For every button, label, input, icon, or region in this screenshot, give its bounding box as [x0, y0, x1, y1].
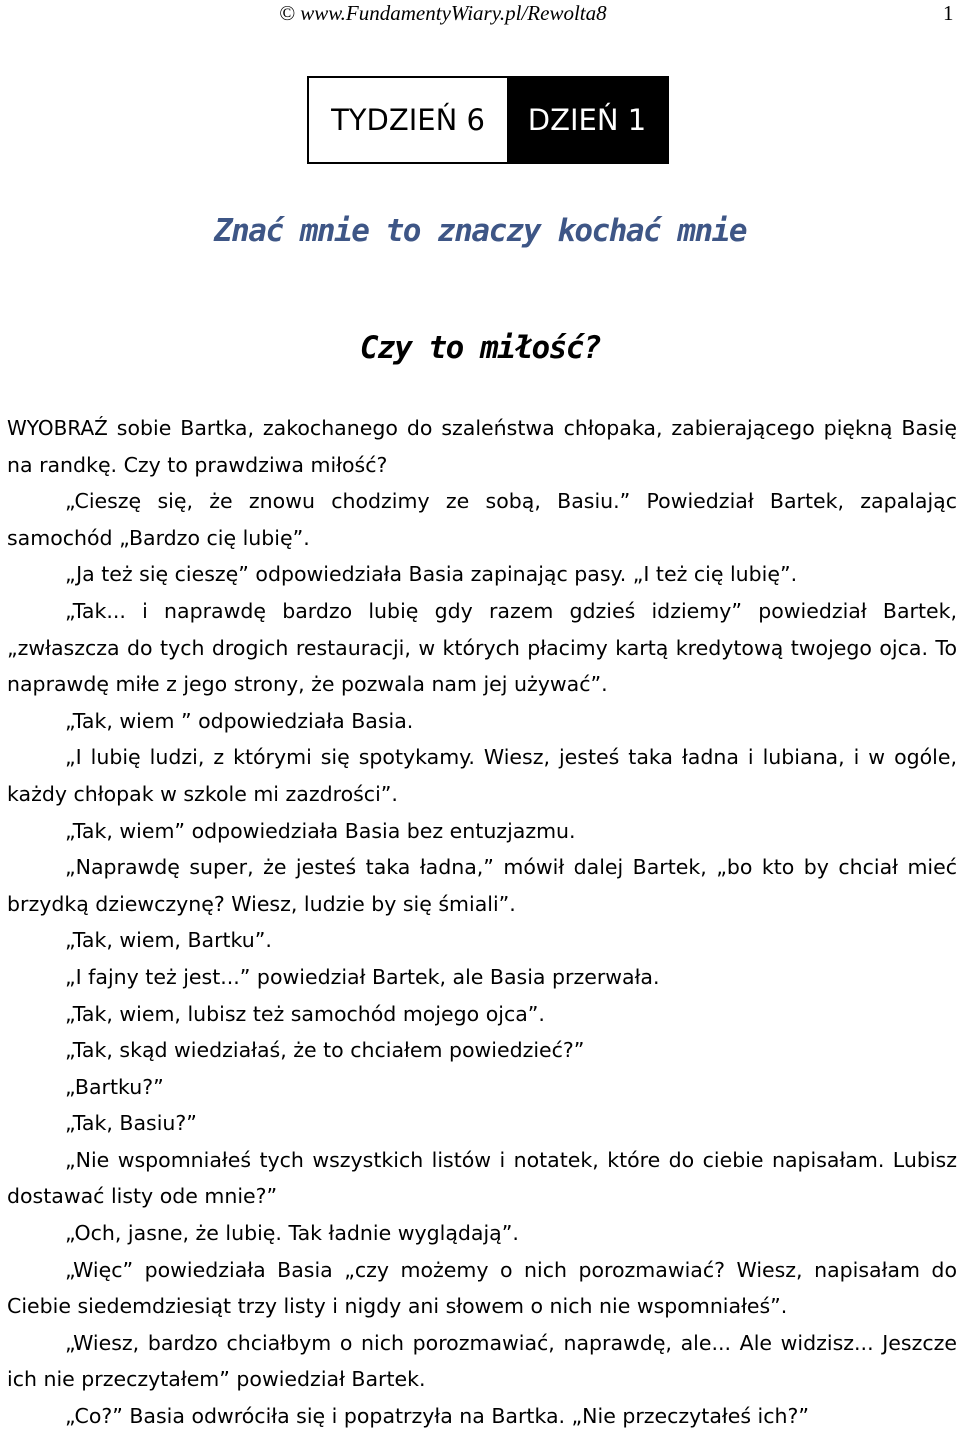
story-paragraph: „I lubię ludzi, z którymi się spotykamy. Wiesz, jesteś taka ładna i lubiana, i w ogóle, każdy chłopak w szkole mi zazdrości”. — [7, 745, 957, 806]
story-paragraph: „Wiesz, bardzo chciałbym o nich porozmawiać, naprawdę, ale... Ale widzisz... Jeszcze ich nie przeczytałem” powiedział Bartek. — [7, 1330, 957, 1392]
story-paragraph: „Tak, wiem” odpowiedziała Basia bez entuzjazmu. — [65, 818, 576, 843]
story-paragraph: „Naprawdę super, że jesteś taka ładna,” mówił dalej Bartek, „bo kto by chciał mieć brzydką dziewczynę? Wiesz, ludzie by się śmiali”. — [7, 855, 957, 916]
story-paragraph: „Ja też się cieszę” odpowiedziała Basia zapinając pasy. „I też cię lubię”. — [65, 562, 798, 587]
story-paragraph: „Tak, wiem ” odpowiedziała Basia. — [65, 708, 414, 733]
story-paragraph: „Tak, Basiu?” — [65, 1111, 197, 1136]
story-paragraph: „Tak, wiem, lubisz też samochód mojego ojca”. — [65, 1001, 545, 1026]
story-paragraph: „Tak, wiem, Bartku”. — [65, 928, 272, 953]
lesson-title: Znać mnie to znaczy kochać mnie — [213, 213, 747, 249]
week-day-box — [307, 76, 669, 164]
story-paragraph: „Och, jasne, że lubię. Tak ładnie wyglądają”. — [65, 1221, 519, 1246]
story-paragraph: „Więc” powiedziała Basia „czy możemy o nich porozmawiać? Wiesz, napisałam do Ciebie siedemdziesiąt trzy listy i nigdy ani słowem o nich nie wspomniałeś”. — [7, 1257, 957, 1319]
page-number: 1 — [943, 1, 954, 25]
story-paragraph: „I fajny też jest...” powiedział Bartek, ale Basia przerwała. — [65, 964, 660, 989]
story-paragraph: „Tak... i naprawdę bardzo lubię gdy razem gdzieś idziemy” powiedział Bartek, „zwłaszcza do tych drogich restauracji, w których płacimy kartą kredytową twojego ojca. To naprawdę miłe z jego strony, że pozwala nam jej używać”. — [7, 598, 957, 697]
week-label: TYDZIEŃ 6 — [309, 78, 507, 162]
story-paragraph — [7, 410, 957, 483]
page-header — [0, 0, 960, 30]
story-paragraph: „Co?” Basia odwróciła się i popatrzyła na Bartka. „Nie przeczytałeś ich?” — [65, 1404, 809, 1429]
story-paragraph: „Cieszę się, że znowu chodzimy ze sobą, Basiu.” Powiedział Bartek, zapalając samochód „Bardzo cię lubię”. — [7, 489, 957, 550]
story-text — [7, 410, 957, 1435]
first-paragraph-text: sobie Bartka, zakochanego do szaleństwa chłopaka, zabierającego piękną Basię na randkę. Czy to prawdziwa miłość? — [7, 416, 957, 477]
section-subtitle: Czy to miłość? — [359, 330, 601, 366]
story-paragraph: „Bartku?” — [65, 1074, 164, 1099]
day-label: DZIEŃ 1 — [507, 78, 667, 162]
story-paragraph: „Nie wspomniałeś tych wszystkich listów i notatek, które do ciebie napisałam. Lubisz dostawać listy ode mnie?” — [7, 1147, 957, 1209]
story-paragraph: „Tak, skąd wiedziałaś, że to chciałem powiedzieć?” — [65, 1038, 585, 1063]
header-url: © www.FundamentyWiary.pl/Rewolta8 — [279, 1, 607, 25]
lead-word: WYOBRAŹ — [7, 416, 108, 440]
